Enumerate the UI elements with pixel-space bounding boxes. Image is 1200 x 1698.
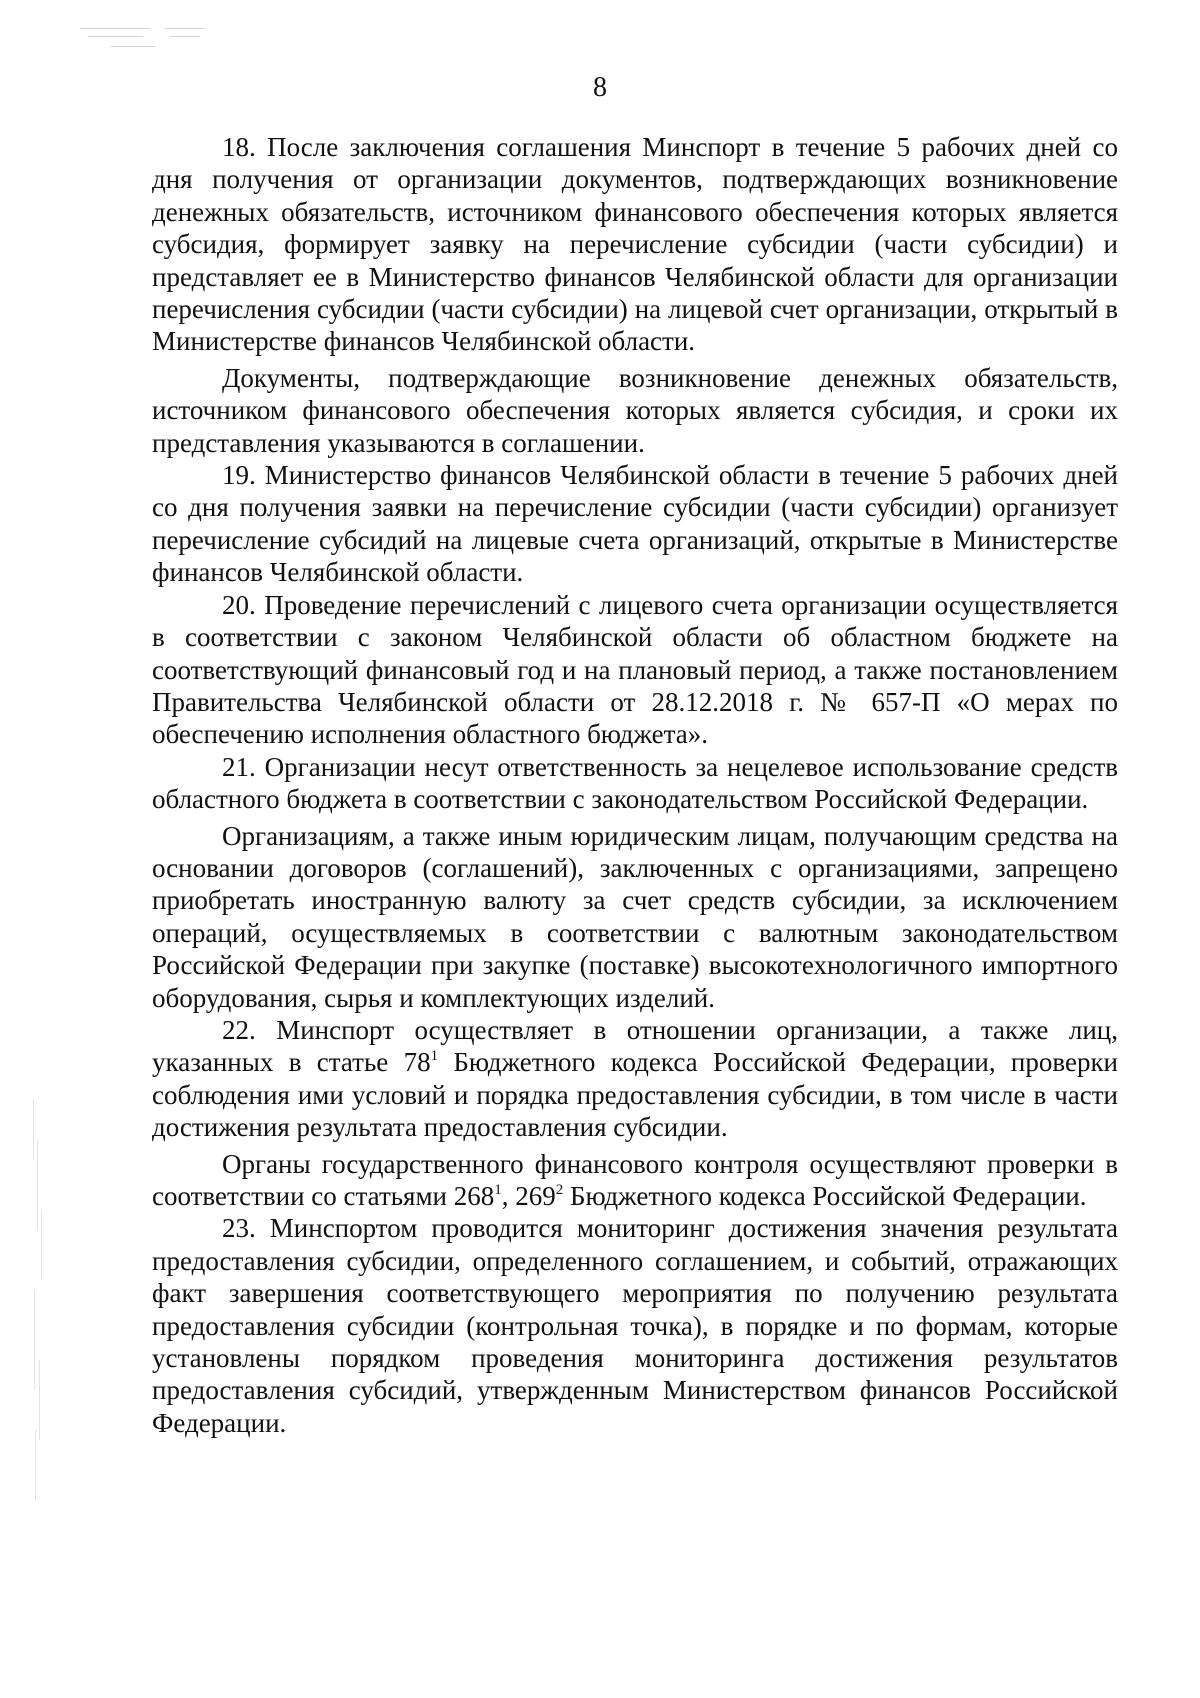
paragraph-22 [152,1014,1118,1144]
paragraph-22b-text-start: Органы государственного финансового контроля осуществляют проверки в соответствии со статьями 268 [152,1148,1118,1211]
paragraph-22b-superscript-2: 2 [555,1182,564,1198]
paragraph-23: 23. Минспортом проводится мониторинг достижения значения результата предоставления субсидии, определенного соглашением, и событий, отражающих факт завершения соответствующего мероприятия по получению результата предоставления субсидии (контрольная точка), в порядке и по формам, которые установлены порядком проведения мониторинга достижения результатов предоставления субсидий, утвержденным Министерством финансов Российской Федерации. [152,1213,1118,1438]
paragraph-21: 21. Организации несут ответственность за нецелевое использование средств областного бюджета в соответствии с законодательством Российской Федерации. [152,751,1118,815]
paragraph-22b-text-middle: , 269 [501,1181,556,1211]
paragraph-19: 19. Министерство финансов Челябинской области в течение 5 рабочих дней со дня получения заявки на перечисление субсидии (части субсидии) организует перечисление субсидий на лицевые счета организаций, открытые в Министерстве финансов Челябинской области. [152,460,1118,588]
paragraph-22b-superscript-1: 1 [494,1182,502,1198]
document-body [152,131,1118,1439]
paragraph-20: 20. Проведение перечислений с лицевого счета организации осуществляется в соответствии с законом Челябинской области об областном бюджете на соответствующий финансовый год и на плановый период, а также постановлением Правительства Челябинской области от 28.12.2018 г. № 657-П «О мерах по обеспечению исполнения областного бюджета». [152,589,1118,750]
page-number: 8 [593,72,607,103]
paragraph-22-superscript: 1 [430,1048,439,1065]
paragraph-22-control-bodies [152,1148,1118,1213]
paragraph-18: 18. После заключения соглашения Минспорт в течение 5 рабочих дней со дня получения от организации документов, подтверждающих возникновение денежных обязательств, источником финансового обеспечения которых является субсидия, формирует заявку на перечисление субсидии (части субсидии) и представляет ее в Министерство финансов Челябинской области для организации перечисления субсидии (части субсидии) на лицевой счет организации, открытый в Министерстве финансов Челябинской области. [152,132,1118,357]
paragraph-22-text-end: Бюджетного кодекса Российской Федерации, проверки соблюдения ими условий и порядка предоставления субсидии, в том числе в части достижения результата предоставления субсидии. [152,1047,1119,1143]
paragraph-22-text-start: 22. Минспорт осуществляет в отношении организации, а также лиц, указанных в статье 78 [152,1014,1118,1078]
paragraph-22b-text-end: Бюджетного кодекса Российской Федерации. [563,1181,1087,1211]
scan-artifact-mark [70,22,220,56]
scan-margin-speckle [30,1100,46,1520]
paragraph-21-currency: Организациям, а также иным юридическим лицам, получающим средства на основании договоров (соглашений), заключенных с организациями, запрещено приобретать иностранную валюту за счет средств субсидии, за исключением операций, осуществляемых в соответствии с валютным законодательством Российской Федерации при закупке (поставке) высокотехнологичного импортного оборудования, сырья и комплектующих изделий. [152,820,1118,1013]
paragraph-18-documents: Документы, подтверждающие возникновение денежных обязательств, источником финансового обеспечения которых является субсидия, и сроки их представления указываются в соглашении. [152,362,1118,458]
